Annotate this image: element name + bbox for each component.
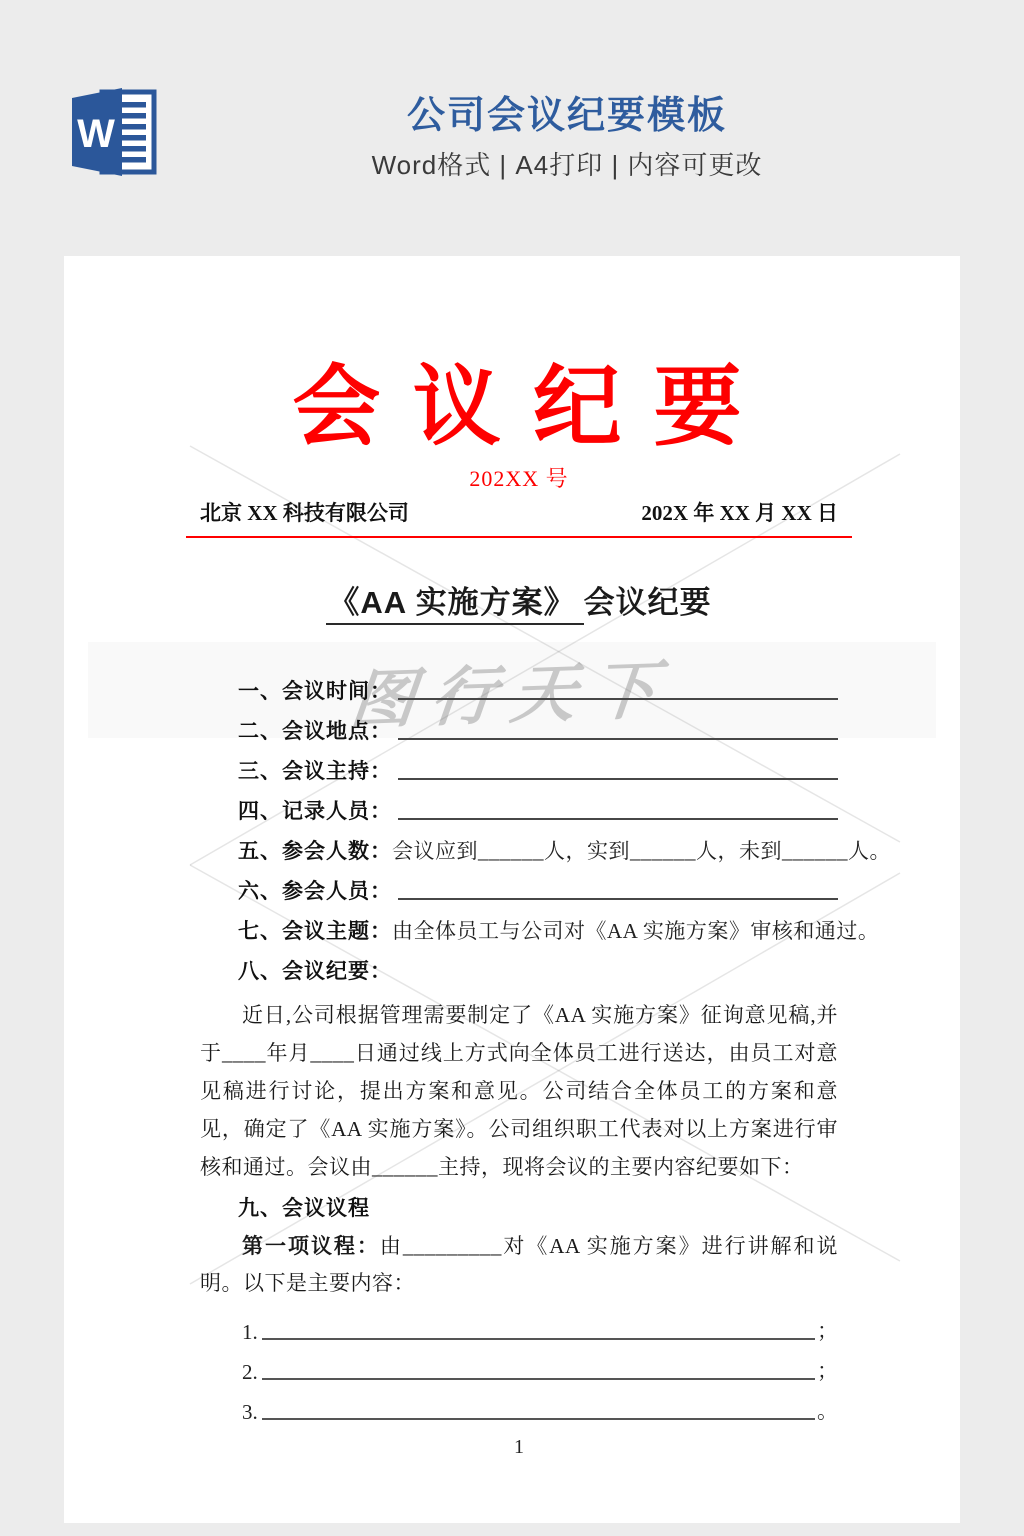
list-number: 1. <box>242 1320 258 1344</box>
document-subtitle <box>200 580 838 626</box>
fill-in-blank-line <box>398 698 838 700</box>
watermark-text: 图行天下 <box>346 654 676 737</box>
agenda-item-label: 第一项议程： <box>242 1234 380 1258</box>
document-date: 202X 年 XX 月 XX 日 <box>641 501 838 525</box>
company-name: 北京 XX 科技有限公司 <box>200 501 409 525</box>
agenda-content-row <box>200 1388 838 1428</box>
meeting-info-label: 三、会议主持： <box>238 760 392 783</box>
page-header <box>0 0 1024 256</box>
meeting-info-row <box>200 668 838 708</box>
agenda-item-text: 由_________对《AA 实施方案》进行讲解和说明。以下是主要内容： <box>200 1234 839 1295</box>
doc-title-rest: 会议纪要 <box>583 585 712 620</box>
meeting-info-label: 一、会议时间： <box>238 680 392 703</box>
agenda-content-row <box>200 1308 838 1348</box>
meeting-info-value: 由全体员工与公司对《AA 实施方案》审核和通过。 <box>392 919 880 943</box>
fill-in-blank-line <box>398 898 838 900</box>
meeting-info-row <box>200 708 838 748</box>
doc-title-underlined: 《AA 实施方案》 <box>326 585 583 625</box>
fill-in-blank-line <box>398 738 838 740</box>
fill-in-blank-line <box>262 1378 815 1380</box>
list-punctuation: ； <box>817 1359 838 1383</box>
meeting-info-row <box>200 908 880 948</box>
meeting-info-row <box>200 788 838 828</box>
fill-in-blank-line <box>398 818 838 820</box>
agenda-item-paragraph <box>200 1228 838 1302</box>
meeting-info-row <box>200 748 838 788</box>
meeting-info-row <box>200 948 838 988</box>
list-punctuation: ； <box>817 1319 838 1343</box>
list-number: 2. <box>242 1360 258 1384</box>
list-punctuation: 。 <box>817 1399 838 1423</box>
document-number: 202XX 号 <box>469 466 569 491</box>
fill-in-blank-line <box>262 1418 815 1420</box>
page-number: 1 <box>514 1436 524 1458</box>
red-divider <box>186 536 852 538</box>
template-title: 公司会议纪要模板 <box>406 95 727 137</box>
meeting-info-label: 七、会议主题： <box>238 920 392 943</box>
meeting-info-label: 六、参会人员： <box>238 880 392 903</box>
document-main-title: 会 议 纪 要 <box>292 357 746 456</box>
template-subtitle: Word格式 | A4打印 | 内容可更改 <box>371 150 763 180</box>
list-number: 3. <box>242 1400 258 1424</box>
meeting-info-row <box>200 828 891 868</box>
svg-text:W: W <box>77 112 115 156</box>
meeting-info-label: 八、会议纪要： <box>238 960 392 983</box>
meeting-info-label: 五、参会人数： <box>238 840 392 863</box>
meeting-info-list <box>200 668 891 988</box>
fill-in-blank-line <box>262 1338 815 1340</box>
fill-in-blank-line <box>398 778 838 780</box>
meeting-summary-paragraph: 近日,公司根据管理需要制定了《AA 实施方案》征询意见稿,并于____年月____日通过线上方式向全体员工进行送达，由员工对意见稿进行讨论，提出方案和意见。公司结合全体员工的方案和意见，确定了《AA 实施方案》。公司组织职工代表对以上方案进行审核和通过。会议由______主持，现将会议的主要内容纪要如下： <box>200 1003 838 1179</box>
agenda-content-row <box>200 1348 838 1388</box>
agenda-content-list <box>200 1308 838 1428</box>
meeting-info-label: 二、会议地点： <box>238 720 392 743</box>
document-page <box>64 256 960 1523</box>
meeting-info-row <box>200 868 838 908</box>
meeting-info-label: 四、记录人员： <box>238 800 392 823</box>
meeting-info-value: 会议应到______人，实到______人，未到______人。 <box>392 839 891 863</box>
company-date-row <box>200 498 838 528</box>
agenda-heading: 九、会议议程 <box>238 1197 370 1220</box>
header-text-block <box>0 92 1024 182</box>
